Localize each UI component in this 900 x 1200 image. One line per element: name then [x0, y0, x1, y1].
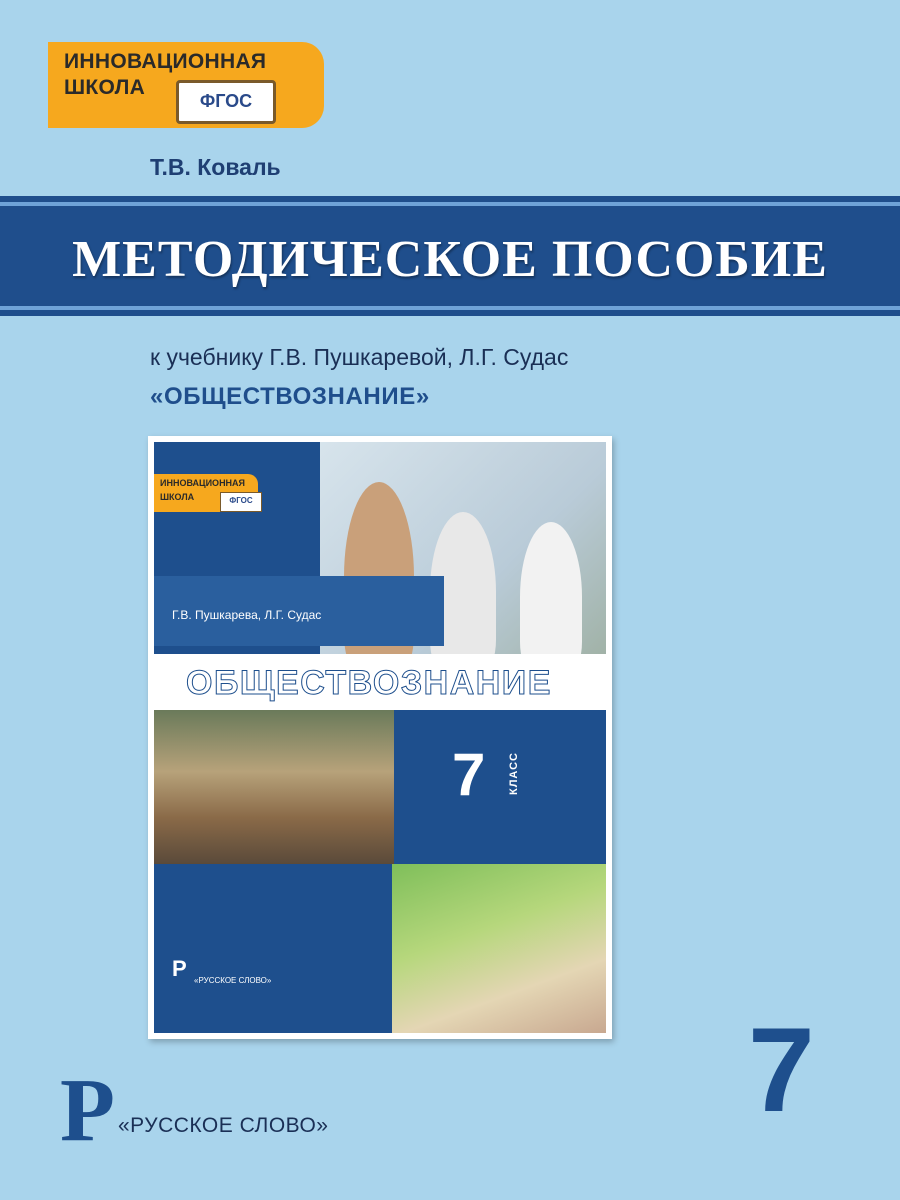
parliament-photo [154, 710, 394, 864]
cover-authors: Г.В. Пушкарева, Л.Г. Судас [172, 608, 322, 622]
main-title: МЕТОДИЧЕСКОЕ ПОСОБИЕ [72, 231, 828, 288]
publisher-logo: Р [60, 1061, 115, 1160]
mini-badge-line2: ШКОЛА [160, 492, 195, 502]
cover-authors-bar [154, 576, 444, 646]
band-stripe-bottom [0, 306, 900, 310]
fgos-badge [176, 80, 276, 124]
series-badge-line2: ШКОЛА [64, 76, 146, 99]
publisher-name: «РУССКОЕ СЛОВО» [118, 1114, 329, 1137]
cover-grade-number: 7 [452, 741, 486, 808]
cover-title: ОБЩЕСТВОЗНАНИЕ [186, 664, 552, 702]
mini-series-badge [154, 474, 258, 512]
fgos-label: ФГОС [199, 91, 253, 111]
cover-blue-panel-bottom [154, 864, 392, 1033]
cover-publisher-logo: Р [172, 956, 187, 981]
mini-fgos: ФГОС [220, 492, 262, 512]
cover-grade-panel [394, 710, 606, 864]
cover-publisher: «РУССКОЕ СЛОВО» [194, 976, 272, 985]
subject-title: «ОБЩЕСТВОЗНАНИЕ» [150, 383, 430, 410]
band-stripe-top [0, 202, 900, 206]
lab-person-3 [520, 522, 582, 670]
subtitle: к учебнику Г.В. Пушкаревой, Л.Г. Судас [150, 344, 569, 370]
series-badge-line1: ИННОВАЦИОННАЯ [64, 50, 267, 73]
grade-number: 7 [748, 1003, 815, 1137]
author-name: Т.В. Коваль [150, 154, 281, 180]
cover-grade-label: КЛАСС [508, 752, 520, 795]
textbook-cover-image [148, 436, 612, 1039]
mini-badge-line1: ИННОВАЦИОННАЯ [160, 478, 246, 488]
family-photo [392, 864, 606, 1033]
cover-title-bar [154, 654, 606, 710]
